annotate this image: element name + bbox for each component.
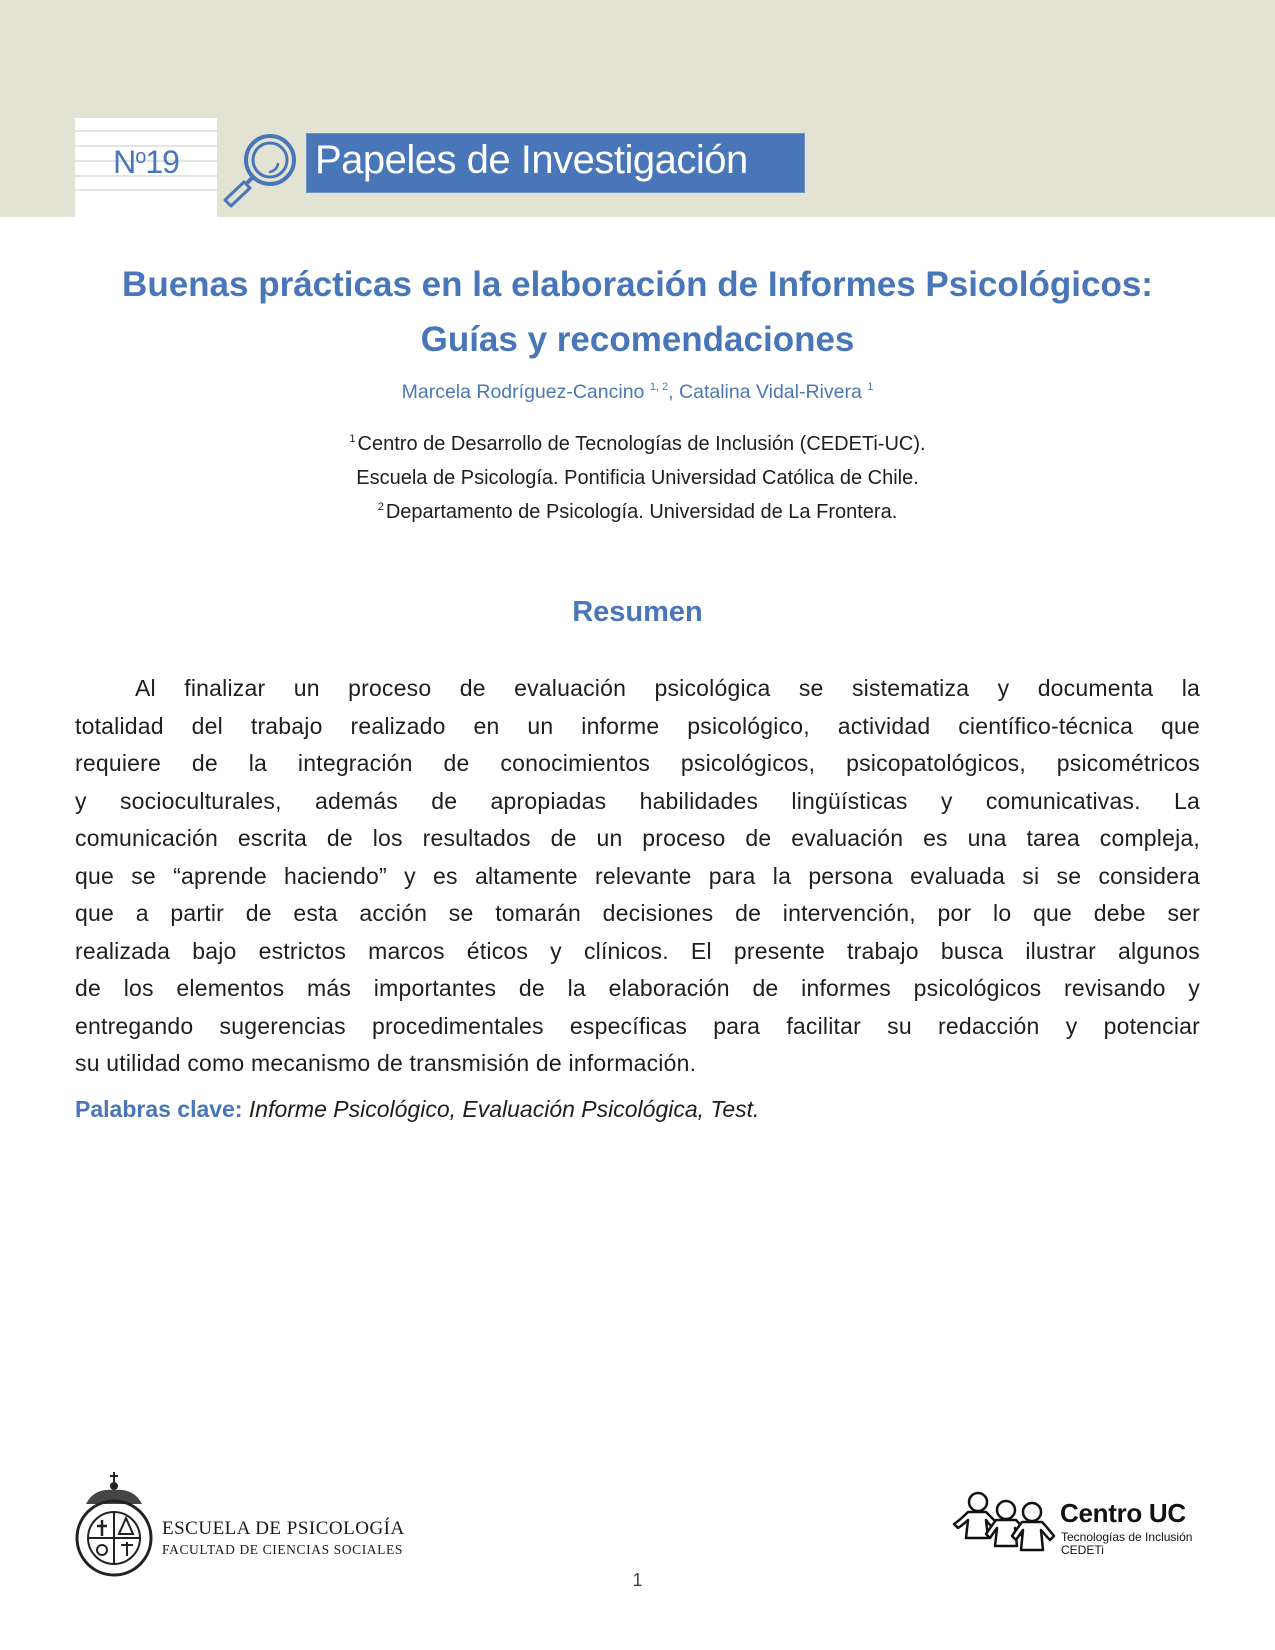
issue-number [75, 144, 217, 181]
escuela-psicologia-title: ESCUELA DE PSICOLOGÍA [162, 1518, 405, 1539]
affiliation-text: Departamento de Psicología. Universidad de La Frontera. [385, 501, 898, 523]
author-affiliation-mark: 1, 2 [649, 381, 669, 393]
abstract-line: totalidad del trabajo realizado en un informe psicológico, actividad científico-técnica que [75, 712, 1200, 739]
affiliation-mark: 2 [377, 501, 384, 513]
university-seal-icon [72, 1470, 156, 1578]
abstract-line: comunicación escrita de los resultados de un proceso de evaluación es una tarea compleja, [75, 825, 1200, 851]
author-affiliation-mark: 1 [867, 381, 874, 393]
abstract-line: entregando sugerencias procedimentales específicas para facilitar su redacción y potenciar [75, 1012, 1200, 1039]
affiliation-line [0, 501, 1275, 524]
affiliation-mark: 1 [349, 433, 356, 445]
centro-uc-acronym: CEDETi [1061, 1543, 1104, 1557]
abstract-body [75, 670, 1200, 1083]
issue-number-prefix: N [113, 144, 136, 180]
author-name: Catalina Vidal-Rivera [679, 381, 862, 403]
notebook-rule [75, 130, 217, 132]
abstract-line: que a partir de esta acción se tomarán decisiones de intervención, por lo que debe ser [75, 900, 1200, 926]
abstract-line: Al finalizar un proceso de evaluación psicológica se sistematiza y documenta la [135, 675, 1200, 701]
affiliation-text: Escuela de Psicología. Pontificia Universidad Católica de Chile. [356, 467, 919, 489]
notebook-rule [75, 189, 217, 191]
issue-number-box [75, 118, 217, 217]
keywords [75, 1096, 759, 1123]
magnifying-glass-icon [222, 130, 300, 208]
centro-uc-subtitle: Tecnologías de Inclusión [1061, 1530, 1193, 1544]
abstract-line: de los elementos más importantes de la elaboración de informes psicológicos revisando y [75, 975, 1200, 1001]
keywords-label: Palabras clave: [75, 1096, 243, 1122]
abstract-line: que se “aprende haciendo” y es altamente relevante para la persona evaluada si se considera [75, 862, 1200, 889]
affiliation-text: Centro de Desarrollo de Tecnologías de Inclusión (CEDETi-UC). [357, 433, 926, 455]
affiliation-line [0, 467, 1275, 490]
paper-title-line-1: Buenas prácticas en la elaboración de Informes Psicológicos: [122, 265, 1153, 304]
series-title-banner [306, 133, 805, 193]
series-title: Papeles de Investigación [315, 138, 748, 182]
page-number: 1 [632, 1570, 643, 1590]
affiliation-line [0, 433, 1275, 456]
issue-number-ordinal: o [135, 146, 146, 168]
children-group-icon [950, 1490, 1058, 1552]
abstract-line: realizada bajo estrictos marcos éticos y clínicos. El presente trabajo busca ilustrar algunos [75, 937, 1200, 964]
escuela-psicologia-logo [72, 1470, 405, 1580]
abstract-heading: Resumen [572, 596, 703, 628]
keywords-value: Informe Psicológico, Evaluación Psicológica, Test. [248, 1096, 760, 1122]
abstract-line: requiere de la integración de conocimientos psicológicos, psicopatológicos, psicométricos [75, 750, 1200, 776]
issue-number-value: 19 [145, 144, 179, 180]
abstract-line: y socioculturales, además de apropiadas habilidades lingüísticas y comunicativas. La [75, 787, 1200, 814]
author-separator: , [668, 381, 680, 403]
facultad-subtitle: FACULTAD DE CIENCIAS SOCIALES [162, 1542, 403, 1557]
authors-line [0, 381, 1275, 404]
paper-title-line-2: Guías y recomendaciones [420, 320, 855, 359]
author-name: Marcela Rodríguez-Cancino [401, 381, 645, 403]
abstract-line: su utilidad como mecanismo de transmisión de información. [75, 1050, 697, 1076]
centro-uc-logo [950, 1490, 1210, 1570]
centro-uc-title: Centro UC [1060, 1498, 1186, 1528]
